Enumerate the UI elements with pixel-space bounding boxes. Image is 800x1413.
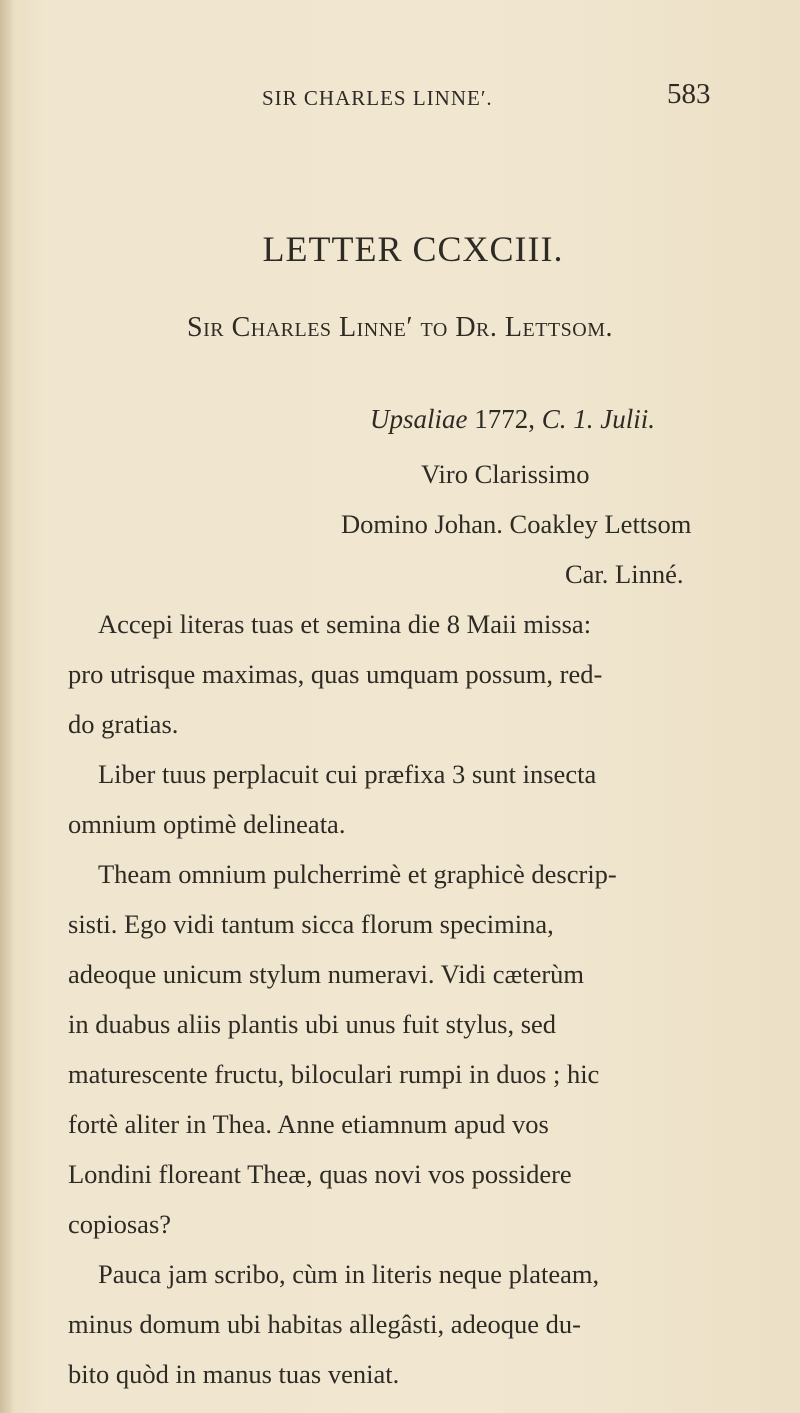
letter-heading: Sir Charles Linne′ to Dr. Lettsom. — [187, 312, 613, 343]
body-line: Liber tuus perplacuit cui præfixa 3 sunt insecta — [98, 759, 597, 789]
body-line: omnium optimè delineata. — [68, 809, 346, 839]
body-line: pro utrisque maximas, quas umquam possum, red- — [68, 659, 603, 689]
body-line: do gratias. — [68, 709, 179, 739]
body-line: Pauca jam scribo, cùm in literis neque plateam, — [98, 1259, 600, 1289]
salutation-line: Viro Clarissimo — [421, 459, 590, 489]
body-line: minus domum ubi habitas allegâsti, adeoque du- — [68, 1309, 581, 1339]
body-line: copiosas? — [68, 1209, 172, 1239]
running-head: SIR CHARLES LINNE′. — [262, 86, 493, 110]
body-line: adeoque unicum stylum numeravi. Vidi cæterùm — [68, 959, 585, 989]
page-binding-edge — [0, 0, 14, 1413]
signature: Car. Linné. — [565, 559, 684, 589]
body-line: Londini floreant Theæ, quas novi vos possidere — [68, 1159, 572, 1189]
body-line: Theam omnium pulcherrimè et graphicè descrip- — [98, 859, 617, 889]
body-line: in duabus aliis plantis ubi unus fuit stylus, sed — [68, 1009, 557, 1039]
body-line: maturescente fructu, biloculari rumpi in duos ; hic — [68, 1059, 600, 1089]
body-line: bito quòd in manus tuas veniat. — [68, 1359, 400, 1389]
page-number: 583 — [667, 78, 711, 110]
letter-title: LETTER CCXCIII. — [262, 229, 564, 269]
dateline-month: Julii. — [600, 404, 656, 434]
dateline-year: 1772, — [474, 404, 535, 434]
salutation-line: Domino Johan. Coakley Lettsom — [341, 509, 692, 539]
dateline-day: C. 1. — [541, 404, 594, 434]
body-line: sisti. Ego vidi tantum sicca florum specimina, — [68, 909, 554, 939]
body-line: fortè aliter in Thea. Anne etiamnum apud vos — [68, 1109, 549, 1139]
dateline — [370, 404, 655, 435]
body-line: Accepi literas tuas et semina die 8 Maii missa: — [98, 609, 592, 639]
dateline-place: Upsaliae — [370, 404, 468, 434]
